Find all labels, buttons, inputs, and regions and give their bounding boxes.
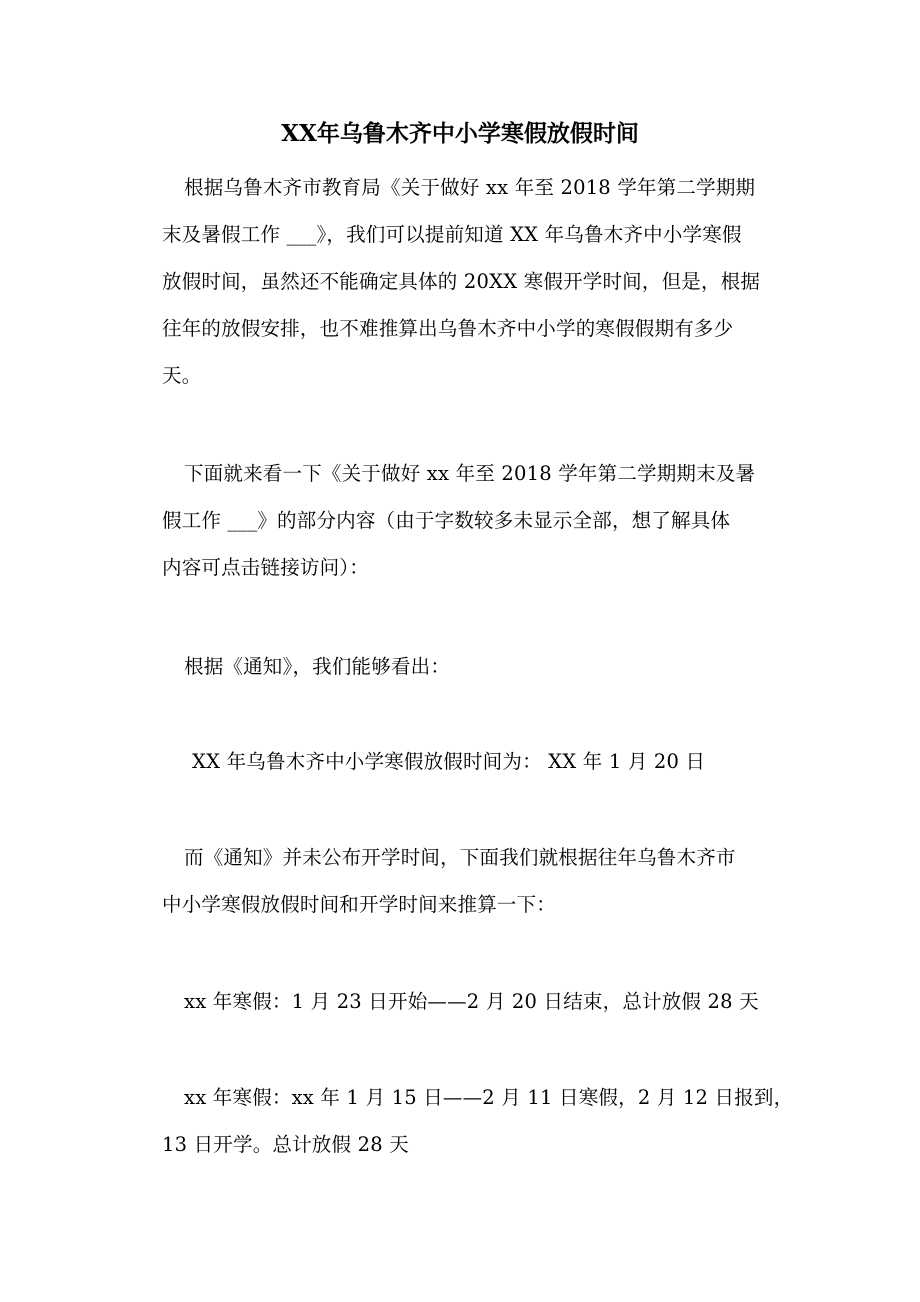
paragraph-holiday-date [140, 738, 780, 785]
paragraph-line: 往年的放假安排，也不难推算出乌鲁木齐中小学的寒假假期有多少 [162, 317, 734, 340]
paragraph-line: 13 日开学。总计放假 28 天 [162, 1133, 409, 1156]
paragraph-line: 而《通知》并未公布开学时间，下面我们就根据往年乌鲁木齐市 [184, 846, 736, 869]
paragraph-line: 根据《通知》，我们能够看出： [184, 655, 451, 678]
paragraph-line: 根据乌鲁木齐市教育局《关于做好 xx 年至 2018 学年第二学期期 [184, 176, 756, 199]
paragraph-line: 下面就来看一下《关于做好 xx 年至 2018 学年第二学期期末及暑 [184, 462, 756, 485]
paragraph-past-holiday-2 [140, 1074, 794, 1168]
paragraph-line: 假工作 ___》的部分内容（由于字数较多未显示全部，想了解具体 [162, 509, 731, 532]
paragraph-line: 天。 [162, 364, 202, 387]
paragraph-line: 内容可点击链接访问）： [162, 556, 369, 579]
paragraph-past-holiday-1 [140, 978, 780, 1025]
paragraph-notice-intro [140, 450, 780, 591]
page-title: XX年乌鲁木齐中小学寒假放假时间 [281, 120, 639, 147]
paragraph-intro [140, 164, 780, 399]
paragraph-line: xx 年寒假：1 月 23 日开始——2 月 20 日结束，总计放假 28 天 [184, 990, 759, 1013]
paragraph-line: 末及暑假工作 ___》，我们可以提前知道 XX 年乌鲁木齐中小学寒假 [162, 223, 742, 246]
paragraph-line: xx 年寒假：xx 年 1 月 15 日——2 月 11 日寒假，2 月 12 日报到， [184, 1086, 794, 1109]
paragraph-notice-conclusion [140, 643, 780, 690]
paragraph-inference [140, 834, 780, 928]
paragraph-line: XX 年乌鲁木齐中小学寒假放假时间为： XX 年 1 月 20 日 [192, 750, 706, 773]
paragraph-line: 中小学寒假放假时间和开学时间来推算一下： [162, 893, 557, 916]
paragraph-line: 放假时间，虽然还不能确定具体的 20XX 寒假开学时间，但是，根据 [162, 270, 761, 293]
